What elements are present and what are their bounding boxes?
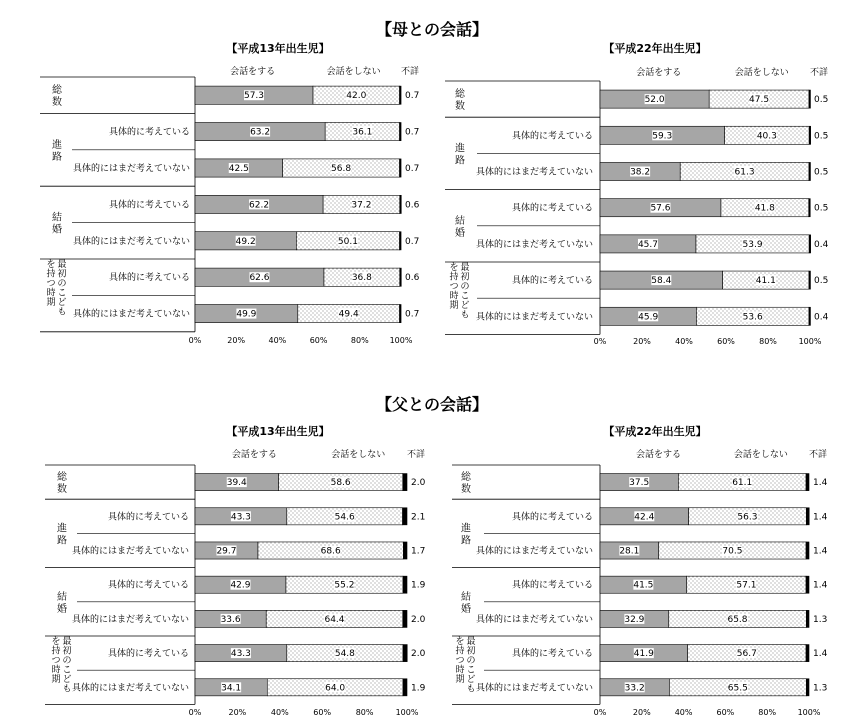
group-label-char: ど <box>466 675 476 685</box>
value-label-talk: 37.5 <box>629 478 650 489</box>
group-label-char: 路 <box>52 151 62 163</box>
value-label-talk: 29.7 <box>216 546 237 557</box>
group-label-char: 期 <box>449 301 459 311</box>
bar-unknown <box>806 542 809 559</box>
group-label-char: 初 <box>466 646 476 657</box>
value-label-no-talk: 47.5 <box>749 95 770 106</box>
group-label-char: 数 <box>57 484 67 496</box>
value-label-talk: 52.0 <box>644 95 665 106</box>
value-label-no-talk: 37.2 <box>351 200 372 211</box>
x-tick-label: 100% <box>798 337 822 346</box>
value-label-no-talk: 58.6 <box>330 478 351 489</box>
group-label-char: ど <box>57 298 67 308</box>
bar-unknown <box>400 268 402 286</box>
group-label-char: こ <box>466 665 476 676</box>
group-label-char: 婚 <box>52 224 62 236</box>
group-label-char: つ <box>455 656 465 666</box>
legend-talk: 会話をする <box>636 450 682 460</box>
group-label-char: の <box>62 656 72 666</box>
group-label-char: 総 <box>57 472 67 484</box>
x-tick-label: 100% <box>389 336 413 345</box>
row-label: 具体的に考えている <box>511 276 593 287</box>
value-label-unknown: 1.3 <box>813 614 828 625</box>
value-label-talk: 45.9 <box>638 312 659 323</box>
group-label-char: を <box>46 260 56 270</box>
x-tick-label: 20% <box>632 708 651 717</box>
bar-unknown <box>400 195 402 213</box>
group-label-char: を <box>51 637 61 647</box>
value-label-no-talk: 41.1 <box>755 276 776 287</box>
x-tick-label: 20% <box>227 336 246 345</box>
row-label: 具体的にはまだ考えていない <box>71 614 189 625</box>
row-label: 具体的にはまだ考えていない <box>71 546 189 557</box>
x-tick-label: 80% <box>759 337 777 346</box>
row-label: 具体的に考えている <box>108 200 190 211</box>
group-label-char: 総 <box>52 85 62 97</box>
x-tick-label: 100% <box>797 708 821 717</box>
bar-unknown <box>809 90 811 108</box>
bar-unknown <box>806 474 809 491</box>
value-label-unknown: 1.9 <box>411 683 426 694</box>
row-label: 具体的にはまだ考えていない <box>475 167 593 178</box>
value-label-no-talk: 70.5 <box>722 546 743 557</box>
value-label-talk: 43.3 <box>230 649 251 660</box>
group-label-char: 婚 <box>455 227 465 239</box>
x-tick-label: 60% <box>313 708 332 717</box>
row-label: 具体的に考えている <box>511 203 593 214</box>
value-label-talk: 62.2 <box>249 200 270 211</box>
bar-unknown <box>806 679 809 696</box>
value-label-talk: 59.3 <box>652 131 673 142</box>
row-label: 具体的に考えている <box>511 512 593 523</box>
row-label: 具体的にはまだ考えていない <box>72 164 190 174</box>
group-label-char: 進 <box>455 143 465 155</box>
group-label-char: も <box>460 310 470 321</box>
x-tick-label: 80% <box>758 708 777 717</box>
x-tick-label: 0% <box>593 337 607 346</box>
bar-unknown <box>400 86 402 104</box>
group-label-char: こ <box>62 665 72 676</box>
value-label-unknown: 2.0 <box>411 649 426 660</box>
legend-unknown: 不詳 <box>808 450 828 460</box>
row-label: 具体的にはまだ考えていない <box>475 239 593 250</box>
group-label-char: 路 <box>455 155 465 167</box>
x-tick-label: 0% <box>188 336 202 345</box>
row-label: 具体的に考えている <box>108 127 190 138</box>
group-label-char: 進 <box>461 523 471 535</box>
row-label: 具体的にはまだ考えていない <box>475 614 593 625</box>
group-label-char: 進 <box>57 523 67 535</box>
value-label-unknown: 0.5 <box>814 131 829 142</box>
x-tick-label: 40% <box>268 336 287 345</box>
group-label-char: 最 <box>466 637 476 647</box>
group-label-char: の <box>460 282 470 292</box>
row-label: 具体的にはまだ考えていない <box>71 683 189 694</box>
group-label-char: つ <box>51 656 61 666</box>
value-label-talk: 32.9 <box>624 614 645 625</box>
legend-unknown: 不詳 <box>400 67 420 77</box>
group-label-char: 持 <box>455 646 465 657</box>
bar-unknown <box>809 199 811 217</box>
legend-no-talk: 会話をしない <box>734 68 789 78</box>
section-title: 【母との会話】 <box>375 20 489 39</box>
group-label-char: 婚 <box>461 603 471 615</box>
value-label-unknown: 0.7 <box>405 91 420 102</box>
value-label-unknown: 1.4 <box>813 478 828 489</box>
legend-no-talk: 会話をしない <box>733 450 788 460</box>
group-label-char: 最 <box>57 260 67 270</box>
bar-unknown <box>809 271 811 289</box>
group-label-char: 婚 <box>57 603 67 615</box>
group-label-char: 総 <box>455 89 465 101</box>
value-label-no-talk: 61.1 <box>732 478 753 489</box>
group-label-char: 持 <box>449 272 459 283</box>
x-tick-label: 40% <box>675 337 693 346</box>
x-tick-label: 0% <box>593 708 607 717</box>
group-label-char: も <box>62 684 72 695</box>
legend-unknown: 不詳 <box>809 68 829 78</box>
bar-unknown <box>403 610 407 627</box>
group-label-char: 路 <box>57 535 67 547</box>
value-label-talk: 34.1 <box>221 683 242 694</box>
row-label: 具体的にはまだ考えていない <box>475 312 593 323</box>
value-label-no-talk: 36.8 <box>351 273 372 284</box>
x-tick-label: 60% <box>716 708 735 717</box>
group-label-char: 数 <box>461 484 471 496</box>
bar-unknown <box>403 576 407 593</box>
value-label-talk: 42.5 <box>228 164 249 174</box>
value-label-no-talk: 64.0 <box>325 683 346 694</box>
group-label-char: の <box>57 279 67 289</box>
value-label-unknown: 1.4 <box>813 512 828 523</box>
bar-unknown <box>806 610 809 627</box>
value-label-unknown: 2.1 <box>411 512 426 523</box>
panel-title: 【平成13年出生児】 <box>226 42 330 55</box>
group-label-char: 総 <box>461 472 471 484</box>
bar-unknown <box>809 235 811 253</box>
row-label: 具体的に考えている <box>107 512 189 523</box>
x-tick-label: 60% <box>717 337 735 346</box>
group-label-char: 持 <box>51 646 61 657</box>
group-label-char: 期 <box>51 675 61 685</box>
value-label-talk: 43.3 <box>230 512 251 523</box>
bar-unknown <box>403 679 407 696</box>
value-label-talk: 33.6 <box>220 614 241 625</box>
group-label-char: 進 <box>52 139 62 151</box>
value-label-talk: 57.6 <box>650 203 671 214</box>
value-label-unknown: 0.6 <box>405 273 420 284</box>
value-label-unknown: 0.7 <box>405 236 420 247</box>
bar-unknown <box>403 542 407 559</box>
panel-title: 【平成22年出生児】 <box>603 425 707 438</box>
value-label-no-talk: 61.3 <box>734 167 755 178</box>
value-label-unknown: 1.4 <box>813 649 828 660</box>
x-tick-label: 20% <box>228 708 247 717</box>
value-label-talk: 58.4 <box>651 276 672 287</box>
value-label-no-talk: 64.4 <box>324 614 345 625</box>
value-label-no-talk: 50.1 <box>337 236 358 247</box>
bar-unknown <box>806 576 809 593</box>
group-label-char: 結 <box>461 591 471 603</box>
legend-unknown: 不詳 <box>406 450 426 460</box>
x-tick-label: 40% <box>674 708 693 717</box>
row-label: 具体的に考えている <box>511 131 593 142</box>
value-label-unknown: 0.7 <box>405 127 420 138</box>
value-label-talk: 33.2 <box>624 683 645 694</box>
bar-unknown <box>806 645 809 662</box>
group-label-char: 持 <box>46 269 56 280</box>
group-label-char: こ <box>57 288 67 299</box>
group-label-char: 数 <box>52 97 62 109</box>
legend-no-talk: 会話をしない <box>331 450 386 460</box>
group-label-char: つ <box>46 279 56 289</box>
bar-unknown <box>400 232 402 250</box>
value-label-talk: 38.2 <box>630 167 651 178</box>
value-label-no-talk: 49.4 <box>338 309 359 320</box>
group-label-char: 最 <box>62 637 72 647</box>
value-label-unknown: 0.5 <box>814 203 829 214</box>
row-label: 具体的に考えている <box>511 649 593 660</box>
value-label-talk: 63.2 <box>250 127 271 138</box>
bar-unknown <box>400 159 402 177</box>
value-label-unknown: 1.9 <box>411 580 426 591</box>
value-label-no-talk: 41.8 <box>754 203 775 214</box>
row-label: 具体的に考えている <box>511 580 593 591</box>
group-label-char: 初 <box>57 269 67 280</box>
group-label-char: 数 <box>455 101 465 113</box>
value-label-unknown: 0.7 <box>405 309 420 320</box>
value-label-no-talk: 42.0 <box>346 91 367 102</box>
section-title: 【父との会話】 <box>375 395 489 414</box>
legend-no-talk: 会話をしない <box>326 67 381 77</box>
value-label-no-talk: 36.1 <box>352 127 373 138</box>
value-label-no-talk: 56.3 <box>737 512 758 523</box>
value-label-talk: 42.4 <box>634 512 655 523</box>
group-label-char: 時 <box>455 665 465 676</box>
bar-unknown <box>400 123 402 141</box>
group-label-char: を <box>449 263 459 273</box>
group-label-char: 結 <box>52 212 62 224</box>
row-label: 具体的にはまだ考えていない <box>72 236 190 247</box>
group-label-char: 最 <box>460 263 470 273</box>
value-label-unknown: 0.5 <box>814 167 829 178</box>
x-tick-label: 60% <box>309 336 328 345</box>
x-tick-label: 20% <box>633 337 651 346</box>
value-label-no-talk: 65.8 <box>727 614 748 625</box>
group-label-char: も <box>466 684 476 695</box>
bar-unknown <box>403 645 407 662</box>
bar-unknown <box>809 126 811 144</box>
value-label-no-talk: 56.8 <box>331 164 352 174</box>
bar-unknown <box>400 305 402 323</box>
row-label: 具体的に考えている <box>107 580 189 591</box>
bar-unknown <box>403 508 407 525</box>
bar-unknown <box>809 307 811 325</box>
value-label-no-talk: 53.6 <box>742 312 763 323</box>
value-label-talk: 49.2 <box>235 236 256 247</box>
row-label: 具体的にはまだ考えていない <box>475 683 593 694</box>
group-label-char: 結 <box>57 591 67 603</box>
value-label-no-talk: 40.3 <box>756 131 777 142</box>
value-label-no-talk: 55.2 <box>334 580 355 591</box>
group-label-char: を <box>455 637 465 647</box>
legend-talk: 会話をする <box>231 450 277 460</box>
value-label-unknown: 0.4 <box>814 239 829 250</box>
value-label-unknown: 0.6 <box>405 200 420 211</box>
group-label-char: ど <box>460 301 470 311</box>
value-label-unknown: 2.0 <box>411 478 426 489</box>
group-label-char: 時 <box>51 665 61 676</box>
value-label-talk: 39.4 <box>226 478 247 489</box>
group-label-char: 期 <box>46 298 56 308</box>
value-label-talk: 41.9 <box>633 649 654 660</box>
panel-title: 【平成22年出生児】 <box>603 42 707 55</box>
x-tick-label: 80% <box>350 336 369 345</box>
value-label-no-talk: 54.6 <box>334 512 355 523</box>
group-label-char: の <box>466 656 476 666</box>
group-label-char: 期 <box>455 675 465 685</box>
group-label-char: こ <box>460 291 470 302</box>
bar-unknown <box>806 508 809 525</box>
group-label-char: 時 <box>46 288 56 299</box>
bar-unknown <box>809 162 811 180</box>
value-label-no-talk: 56.7 <box>736 649 757 660</box>
x-tick-label: 80% <box>355 708 374 717</box>
group-label-char: 路 <box>461 535 471 547</box>
group-label-char: ど <box>62 675 72 685</box>
value-label-no-talk: 65.5 <box>727 683 748 694</box>
row-label: 具体的にはまだ考えていない <box>72 309 190 320</box>
value-label-talk: 45.7 <box>637 239 659 250</box>
row-label: 具体的にはまだ考えていない <box>475 546 593 557</box>
value-label-talk: 57.3 <box>243 91 265 102</box>
row-label: 具体的に考えている <box>108 273 190 284</box>
value-label-talk: 28.1 <box>619 546 640 557</box>
group-label-char: も <box>57 307 67 318</box>
value-label-talk: 42.9 <box>230 580 251 591</box>
group-label-char: つ <box>449 282 459 292</box>
row-label: 具体的に考えている <box>107 649 189 660</box>
group-label-char: 結 <box>455 215 465 227</box>
value-label-unknown: 1.7 <box>411 546 426 557</box>
value-label-unknown: 1.4 <box>813 580 828 591</box>
group-label-char: 初 <box>460 272 470 283</box>
group-label-char: 初 <box>62 646 72 657</box>
x-tick-label: 100% <box>395 708 419 717</box>
x-tick-label: 0% <box>188 708 202 717</box>
value-label-unknown: 2.0 <box>411 614 426 625</box>
value-label-no-talk: 68.6 <box>320 546 341 557</box>
value-label-unknown: 0.7 <box>405 164 420 174</box>
value-label-talk: 49.9 <box>236 309 257 320</box>
value-label-unknown: 0.4 <box>814 312 829 323</box>
legend-talk: 会話をする <box>230 67 276 77</box>
value-label-unknown: 0.5 <box>814 276 829 287</box>
panel-title: 【平成13年出生児】 <box>226 425 330 438</box>
value-label-talk: 41.5 <box>633 580 654 591</box>
legend-talk: 会話をする <box>636 68 682 78</box>
value-label-talk: 62.6 <box>249 273 270 284</box>
value-label-unknown: 1.3 <box>813 683 828 694</box>
group-label-char: 時 <box>449 291 459 302</box>
value-label-unknown: 1.4 <box>813 546 828 557</box>
bar-unknown <box>403 474 407 491</box>
value-label-no-talk: 53.9 <box>742 239 763 250</box>
value-label-unknown: 0.5 <box>814 95 829 106</box>
x-tick-label: 40% <box>270 708 289 717</box>
value-label-no-talk: 54.8 <box>334 649 355 660</box>
value-label-no-talk: 57.1 <box>736 580 757 591</box>
